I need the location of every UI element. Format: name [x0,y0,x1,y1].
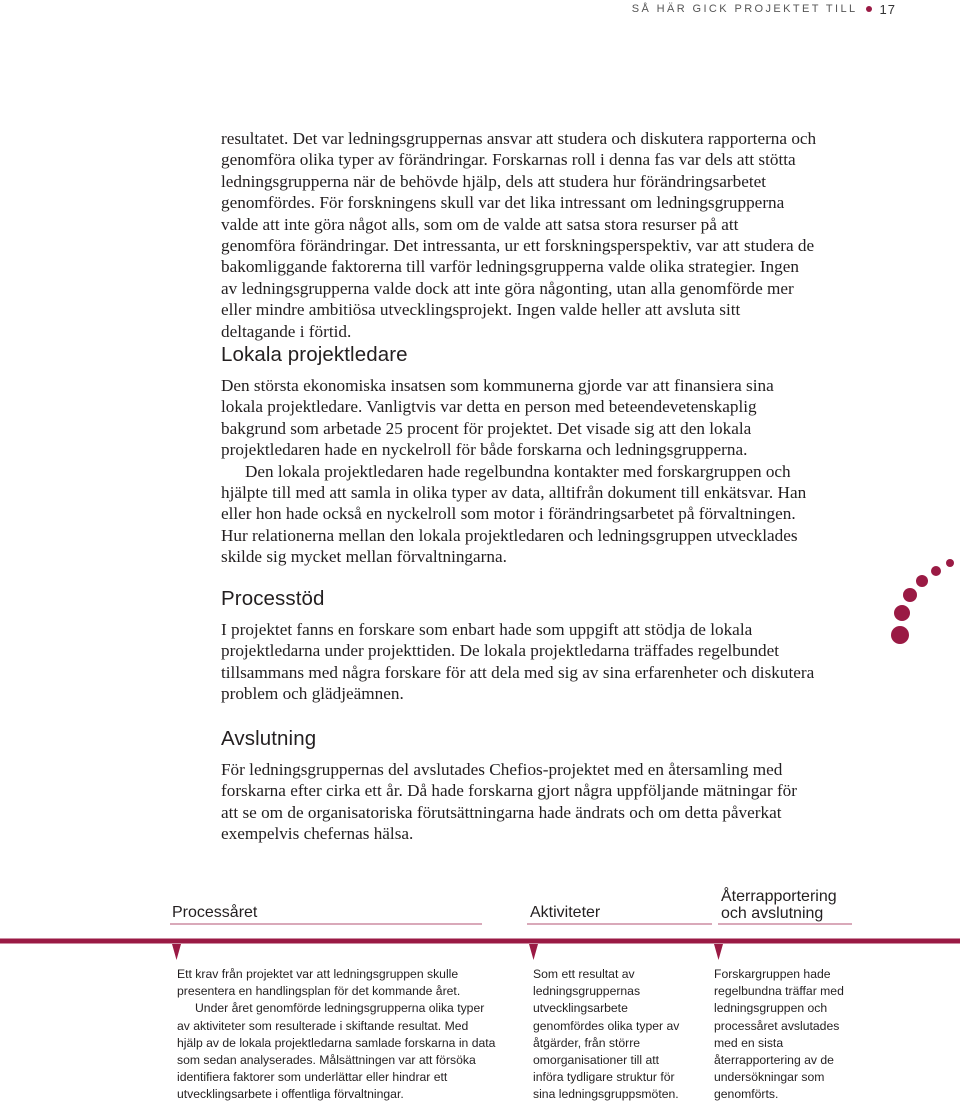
decorative-dots-icon [890,555,960,645]
timeline-text-aterrapportering: Forskargruppen hade regelbundna träffar med ledningsgruppen och processåret avslutades med en sista återrapportering av de undersökningar som genomförts. [714,967,844,1102]
timeline-axis [0,880,960,970]
running-title: SÅ HÄR GICK PROJEKTET TILL [631,3,858,15]
section-avslutning [221,727,817,845]
timeline-text-processaret: Ett krav från projektet var att ledningsgruppen skulle presentera en handlingsplan för det kommande året. Under året genomförde ledningsgrupperna olika typer av aktiviteter som resulterade i skiftande resultat. Med hjälp av de lokala projektledarna samlade forskarna in data som sedan analyserades. Målsättningen var att försöka identifiera faktorer som underlättar eller hindrar ett utvecklingsarbete i offentliga förvaltningar. [177,967,496,1102]
section-paragraph: I projektet fanns en forskare som enbart hade som uppgift att stödja de lokala projektledarna under projekttiden. De lokala projektledarna träffades regelbundet tillsammans med några forskare för att dela med sig av sina erfarenheter och diskutera problem och glädjeämnen. [221,620,815,704]
section-processtod [221,587,817,705]
intro-paragraph: resultatet. Det var ledningsgruppernas ansvar att studera och diskutera rapporterna och genomföra olika typer av förändringar. Forskarnas roll i denna fas var dels att stötta ledningsgrupperna när de behövde hjälp, dels att studera hur förändringsarbetet genomfördes. För forskningens skull var det lika intressant om ledningsgrupperna valde att inte göra något alls, som om de valde att satsa stora resurser på att genomföra förändringar. Det intressanta, ur ett forskningsperspektiv, var att studera de bakomliggande faktorerna till varför ledningsgrupperna valde olika strategier. Ingen av ledningsgrupperna valde dock att inte göra någonting, utan alla genomförde mer eller mindre ambitiösa utvecklingsprojekt. Ingen valde heller att avsluta sitt deltagande i förtid. [221,129,817,341]
section-heading: Avslutning [221,727,317,750]
section-paragraph: Den största ekonomiska insatsen som kommunerna gjorde var att finansiera sina lokala projektledare. Vanligtvis var detta en person med beteendevetenskaplig bakgrund som arbetade 25 procent för projektet. Det visade sig att den lokala projektledaren hade en nyckelroll för både forskarna och ledningsgrupperna. [221,376,774,460]
section-paragraph: För ledningsgruppernas del avslutades Chefios-projektet med en återsamling med forskarna efter cirka ett år. Då hade forskarna gjort några uppföljande mätningar för att se om de organisatoriska förutsättningarna hade ändrats och om detta påverkat exempelvis chefernas hälsa. [221,760,797,844]
timeline-marker-3 [714,944,723,960]
section-lokala-projektledare [221,343,817,568]
section-paragraph: Den lokala projektledaren hade regelbundna kontakter med forskargruppen och hjälpte till med att samla in olika typer av data, alltifrån dokument till enkätsvar. Han eller hon hade också en nyckelroll som motor i förändringsarbetet på förvaltningen. Hur relationerna mellan den lokala projektledaren och ledningsgruppen utvecklades skilde sig mycket mellan förvaltningarna. [221,461,807,567]
running-header [632,0,896,16]
timeline-label-aterrapportering: Återrapportering och avslutning [721,888,837,922]
bullet-dot-icon [866,6,872,12]
timeline-marker-1 [172,944,181,960]
timeline-label-processaret: Processåret [172,904,258,921]
timeline-label-aktiviteter: Aktiviteter [530,904,601,921]
process-timeline [0,880,960,1107]
timeline-text-aktiviteter: Som ett resultat av ledningsgruppernas utvecklingsarbete genomfördes olika typer av åtgärder, från större omorganisationer till att införa tydligare struktur för sina ledningsgruppsmöten. [533,967,680,1102]
section-heading: Lokala projektledare [221,343,408,366]
page-number: 17 [879,1,896,17]
timeline-marker-2 [529,944,538,960]
intro-block [221,128,817,342]
section-heading: Processtöd [221,587,325,610]
